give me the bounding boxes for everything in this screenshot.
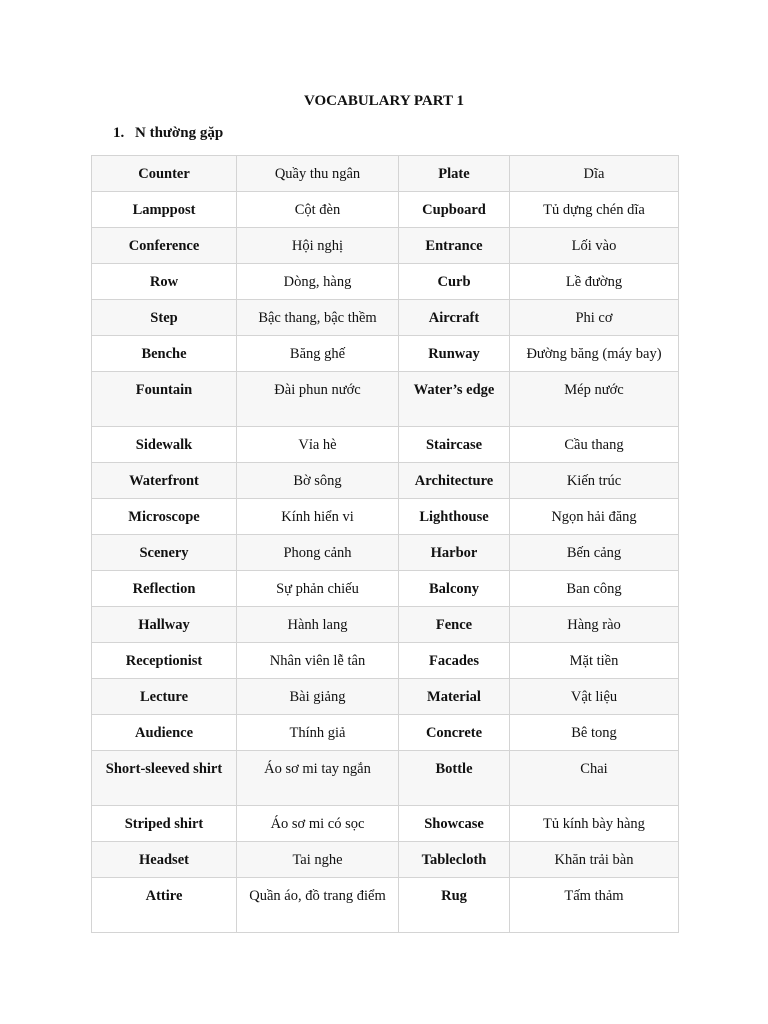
english-term: Balcony bbox=[399, 571, 510, 607]
vietnamese-meaning: Nhân viên lễ tân bbox=[237, 643, 399, 679]
table-row bbox=[92, 228, 679, 264]
table-row bbox=[92, 535, 679, 571]
english-term: Water’s edge bbox=[399, 372, 510, 427]
vietnamese-meaning: Kiến trúc bbox=[510, 463, 679, 499]
english-term: Staircase bbox=[399, 427, 510, 463]
table-row bbox=[92, 156, 679, 192]
english-term: Lighthouse bbox=[399, 499, 510, 535]
vietnamese-meaning: Bài giảng bbox=[237, 679, 399, 715]
english-term: Striped shirt bbox=[92, 806, 237, 842]
section-heading bbox=[113, 125, 223, 142]
table-row bbox=[92, 842, 679, 878]
vietnamese-meaning: Mặt tiền bbox=[510, 643, 679, 679]
vietnamese-meaning: Tủ dựng chén dĩa bbox=[510, 192, 679, 228]
table-row bbox=[92, 300, 679, 336]
page-title: VOCABULARY PART 1 bbox=[303, 93, 465, 109]
english-term: Microscope bbox=[92, 499, 237, 535]
table-row bbox=[92, 679, 679, 715]
vietnamese-meaning: Quần áo, đồ trang điểm bbox=[237, 878, 399, 933]
vietnamese-meaning: Lối vào bbox=[510, 228, 679, 264]
english-term: Bottle bbox=[399, 751, 510, 806]
vietnamese-meaning: Ban công bbox=[510, 571, 679, 607]
vietnamese-meaning: Vỉa hè bbox=[237, 427, 399, 463]
section-number: 1. bbox=[113, 125, 125, 141]
vietnamese-meaning: Sự phản chiếu bbox=[237, 571, 399, 607]
table-row bbox=[92, 806, 679, 842]
vietnamese-meaning: Chai bbox=[510, 751, 679, 806]
english-term: Fence bbox=[399, 607, 510, 643]
vietnamese-meaning: Mép nước bbox=[510, 372, 679, 427]
english-term: Concrete bbox=[399, 715, 510, 751]
english-term: Entrance bbox=[399, 228, 510, 264]
english-term: Step bbox=[92, 300, 237, 336]
english-term: Plate bbox=[399, 156, 510, 192]
english-term: Scenery bbox=[92, 535, 237, 571]
vietnamese-meaning: Bến cảng bbox=[510, 535, 679, 571]
vietnamese-meaning: Băng ghế bbox=[237, 336, 399, 372]
vietnamese-meaning: Cột đèn bbox=[237, 192, 399, 228]
english-term: Tablecloth bbox=[399, 842, 510, 878]
vietnamese-meaning: Đường băng (máy bay) bbox=[510, 336, 679, 372]
vietnamese-meaning: Hội nghị bbox=[237, 228, 399, 264]
english-term: Aircraft bbox=[399, 300, 510, 336]
vietnamese-meaning: Ngọn hải đăng bbox=[510, 499, 679, 535]
vietnamese-meaning: Quầy thu ngân bbox=[237, 156, 399, 192]
english-term: Rug bbox=[399, 878, 510, 933]
vietnamese-meaning: Dòng, hàng bbox=[237, 264, 399, 300]
english-term: Cupboard bbox=[399, 192, 510, 228]
english-term: Material bbox=[399, 679, 510, 715]
english-term: Attire bbox=[92, 878, 237, 933]
english-term: Receptionist bbox=[92, 643, 237, 679]
vietnamese-meaning: Lề đường bbox=[510, 264, 679, 300]
table-row bbox=[92, 192, 679, 228]
vietnamese-meaning: Tai nghe bbox=[237, 842, 399, 878]
vietnamese-meaning: Hành lang bbox=[237, 607, 399, 643]
table-row bbox=[92, 715, 679, 751]
vietnamese-meaning: Khăn trải bàn bbox=[510, 842, 679, 878]
table-row bbox=[92, 372, 679, 427]
english-term: Harbor bbox=[399, 535, 510, 571]
table-row bbox=[92, 427, 679, 463]
vietnamese-meaning: Vật liệu bbox=[510, 679, 679, 715]
english-term: Reflection bbox=[92, 571, 237, 607]
english-term: Architecture bbox=[399, 463, 510, 499]
english-term: Short-sleeved shirt bbox=[92, 751, 237, 806]
vietnamese-meaning: Bậc thang, bậc thềm bbox=[237, 300, 399, 336]
vietnamese-meaning: Bê tong bbox=[510, 715, 679, 751]
table-row bbox=[92, 336, 679, 372]
vietnamese-meaning: Tấm thảm bbox=[510, 878, 679, 933]
english-term: Fountain bbox=[92, 372, 237, 427]
vietnamese-meaning: Dĩa bbox=[510, 156, 679, 192]
english-term: Counter bbox=[92, 156, 237, 192]
table-row bbox=[92, 878, 679, 933]
english-term: Sidewalk bbox=[92, 427, 237, 463]
table-row bbox=[92, 264, 679, 300]
section-heading-text: N thường gặp bbox=[135, 125, 224, 141]
table-row bbox=[92, 499, 679, 535]
vietnamese-meaning: Cầu thang bbox=[510, 427, 679, 463]
vietnamese-meaning: Kính hiển vi bbox=[237, 499, 399, 535]
english-term: Headset bbox=[92, 842, 237, 878]
english-term: Benche bbox=[92, 336, 237, 372]
english-term: Curb bbox=[399, 264, 510, 300]
vietnamese-meaning: Đài phun nước bbox=[237, 372, 399, 427]
english-term: Showcase bbox=[399, 806, 510, 842]
english-term: Lecture bbox=[92, 679, 237, 715]
english-term: Facades bbox=[399, 643, 510, 679]
table-row bbox=[92, 571, 679, 607]
english-term: Waterfront bbox=[92, 463, 237, 499]
table-row bbox=[92, 463, 679, 499]
english-term: Lamppost bbox=[92, 192, 237, 228]
english-term: Hallway bbox=[92, 607, 237, 643]
vietnamese-meaning: Phi cơ bbox=[510, 300, 679, 336]
english-term: Audience bbox=[92, 715, 237, 751]
table-row bbox=[92, 643, 679, 679]
english-term: Row bbox=[92, 264, 237, 300]
english-term: Runway bbox=[399, 336, 510, 372]
vocabulary-table bbox=[91, 155, 679, 933]
vietnamese-meaning: Thính giả bbox=[237, 715, 399, 751]
vietnamese-meaning: Áo sơ mi có sọc bbox=[237, 806, 399, 842]
english-term: Conference bbox=[92, 228, 237, 264]
vietnamese-meaning: Áo sơ mi tay ngắn bbox=[237, 751, 399, 806]
table-row bbox=[92, 751, 679, 806]
vietnamese-meaning: Phong cảnh bbox=[237, 535, 399, 571]
vietnamese-meaning: Bờ sông bbox=[237, 463, 399, 499]
vietnamese-meaning: Hàng rào bbox=[510, 607, 679, 643]
vietnamese-meaning: Tủ kính bày hàng bbox=[510, 806, 679, 842]
table-row bbox=[92, 607, 679, 643]
